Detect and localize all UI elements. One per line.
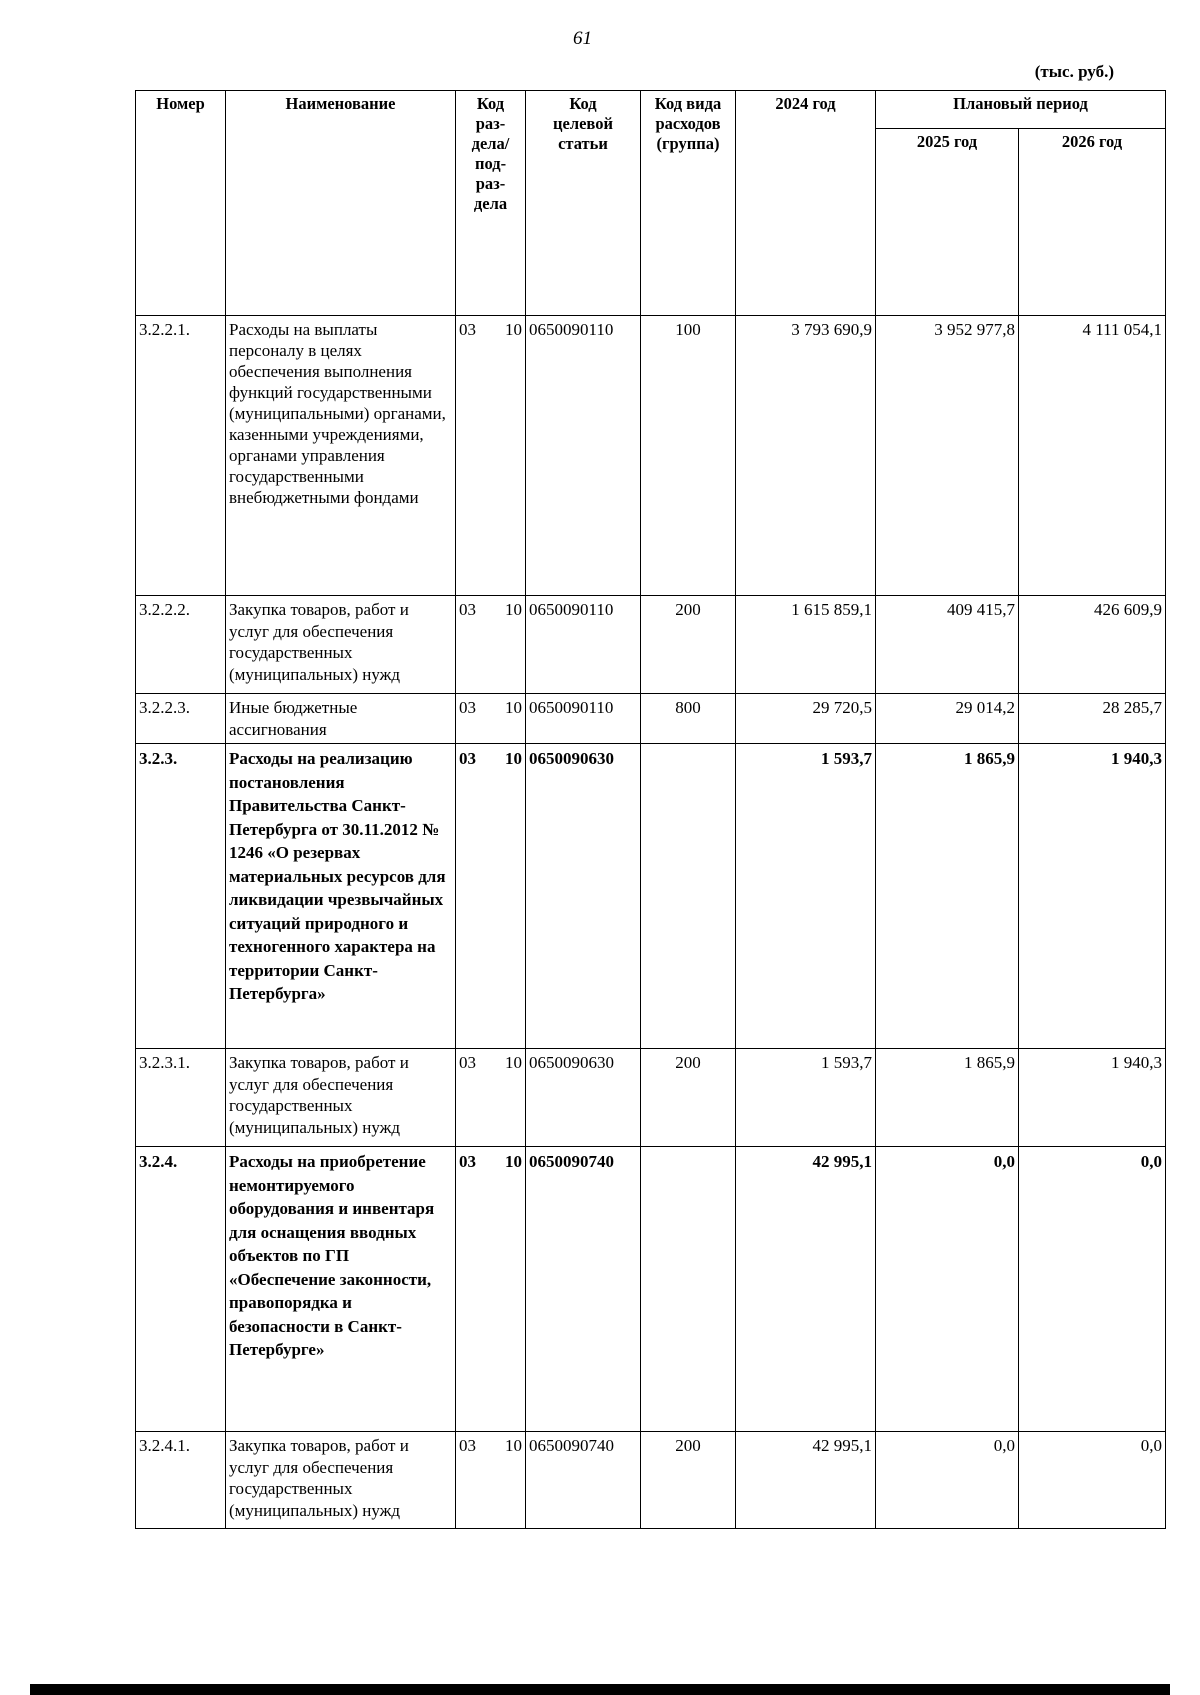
amount-2024: 1 593,7 (736, 1049, 876, 1147)
target-article-code: 0650090630 (526, 1049, 641, 1147)
row-number: 3.2.2.3. (136, 694, 226, 744)
subsection-code: 10 (505, 1152, 522, 1171)
row-number: 3.2.2.2. (136, 596, 226, 694)
amount-2024: 1 615 859,1 (736, 596, 876, 694)
section-subsection-code (456, 316, 526, 596)
section-code: 03 (459, 1053, 476, 1072)
header-year-2024: 2024 год (736, 91, 876, 316)
header-section-code: Код раз- дела/ под- раз- дела (456, 91, 526, 316)
table-row (136, 744, 1166, 1049)
amount-2024: 1 593,7 (736, 744, 876, 1049)
row-number: 3.2.2.1. (136, 316, 226, 596)
amount-2025: 29 014,2 (876, 694, 1019, 744)
subsection-code: 10 (505, 749, 522, 768)
section-code: 03 (459, 1152, 476, 1171)
table-row (136, 694, 1166, 744)
row-name: Закупка товаров, работ и услуг для обеспечения государственных (муниципальных) нужд (226, 1049, 456, 1147)
amount-2024: 29 720,5 (736, 694, 876, 744)
amount-2025: 1 865,9 (876, 1049, 1019, 1147)
subsection-code: 10 (505, 698, 522, 717)
header-planning-period: Плановый период (876, 91, 1166, 129)
scan-edge-bar (30, 1684, 1170, 1695)
target-article-code: 0650090630 (526, 744, 641, 1049)
amount-2024: 42 995,1 (736, 1432, 876, 1529)
target-article-code: 0650090740 (526, 1432, 641, 1529)
row-number: 3.2.4. (136, 1147, 226, 1432)
row-number: 3.2.4.1. (136, 1432, 226, 1529)
section-subsection-code (456, 694, 526, 744)
budget-table (135, 90, 1166, 1529)
table-row (136, 1049, 1166, 1147)
subsection-code: 10 (505, 1436, 522, 1455)
section-code: 03 (459, 600, 476, 619)
row-name: Расходы на приобретение немонтируемого оборудования и инвентаря для оснащения вводных объектов по ГП «Обеспечение законности, правопорядка и безопасности в Санкт-Петербурге» (226, 1147, 456, 1432)
section-subsection-code (456, 1432, 526, 1529)
amount-2026: 1 940,3 (1019, 1049, 1166, 1147)
amount-2026: 0,0 (1019, 1147, 1166, 1432)
expense-type-code (641, 1147, 736, 1432)
section-subsection-code (456, 1049, 526, 1147)
table-row (136, 1432, 1166, 1529)
header-row (136, 91, 1166, 129)
amount-2025: 0,0 (876, 1147, 1019, 1432)
table-row (136, 1147, 1166, 1432)
amount-2026: 426 609,9 (1019, 596, 1166, 694)
amount-2024: 42 995,1 (736, 1147, 876, 1432)
amount-2025: 409 415,7 (876, 596, 1019, 694)
section-subsection-code (456, 596, 526, 694)
amount-2024: 3 793 690,9 (736, 316, 876, 596)
header-number: Номер (136, 91, 226, 316)
row-name: Расходы на выплаты персоналу в целях обеспечения выполнения функций государственными (муниципальными) органами, казенными учреждениями, органами управления государственными внебюджетными фондами (226, 316, 456, 596)
header-target-code: Код целевой статьи (526, 91, 641, 316)
units-label: (тыс. руб.) (1034, 62, 1114, 81)
expense-type-code: 200 (641, 1049, 736, 1147)
row-name: Расходы на реализацию постановления Правительства Санкт-Петербурга от 30.11.2012 № 1246 «О резервах материальных ресурсов для ликвидации чрезвычайных ситуаций природного и техногенного характера на территории Санкт-Петербурга» (226, 744, 456, 1049)
header-expense-type: Код вида расходов (группа) (641, 91, 736, 316)
section-subsection-code (456, 1147, 526, 1432)
amount-2026: 4 111 054,1 (1019, 316, 1166, 596)
header-year-2026: 2026 год (1019, 129, 1166, 316)
amount-2025: 1 865,9 (876, 744, 1019, 1049)
page-number: 61 (573, 28, 592, 49)
table-row (136, 316, 1166, 596)
header-name: Наименование (226, 91, 456, 316)
expense-type-code: 200 (641, 1432, 736, 1529)
amount-2025: 3 952 977,8 (876, 316, 1019, 596)
amount-2026: 0,0 (1019, 1432, 1166, 1529)
amount-2026: 1 940,3 (1019, 744, 1166, 1049)
row-name: Закупка товаров, работ и услуг для обеспечения государственных (муниципальных) нужд (226, 1432, 456, 1529)
amount-2026: 28 285,7 (1019, 694, 1166, 744)
row-name: Закупка товаров, работ и услуг для обеспечения государственных (муниципальных) нужд (226, 596, 456, 694)
section-subsection-code (456, 744, 526, 1049)
amount-2025: 0,0 (876, 1432, 1019, 1529)
expense-type-code: 800 (641, 694, 736, 744)
row-number: 3.2.3.1. (136, 1049, 226, 1147)
header-year-2025: 2025 год (876, 129, 1019, 316)
expense-type-code: 200 (641, 596, 736, 694)
section-code: 03 (459, 1436, 476, 1455)
section-code: 03 (459, 749, 476, 768)
row-number: 3.2.3. (136, 744, 226, 1049)
table-row (136, 596, 1166, 694)
target-article-code: 0650090740 (526, 1147, 641, 1432)
row-name: Иные бюджетные ассигнования (226, 694, 456, 744)
section-code: 03 (459, 698, 476, 717)
target-article-code: 0650090110 (526, 596, 641, 694)
subsection-code: 10 (505, 600, 522, 619)
subsection-code: 10 (505, 1053, 522, 1072)
target-article-code: 0650090110 (526, 694, 641, 744)
expense-type-code (641, 744, 736, 1049)
section-code: 03 (459, 320, 476, 339)
target-article-code: 0650090110 (526, 316, 641, 596)
expense-type-code: 100 (641, 316, 736, 596)
subsection-code: 10 (505, 320, 522, 339)
